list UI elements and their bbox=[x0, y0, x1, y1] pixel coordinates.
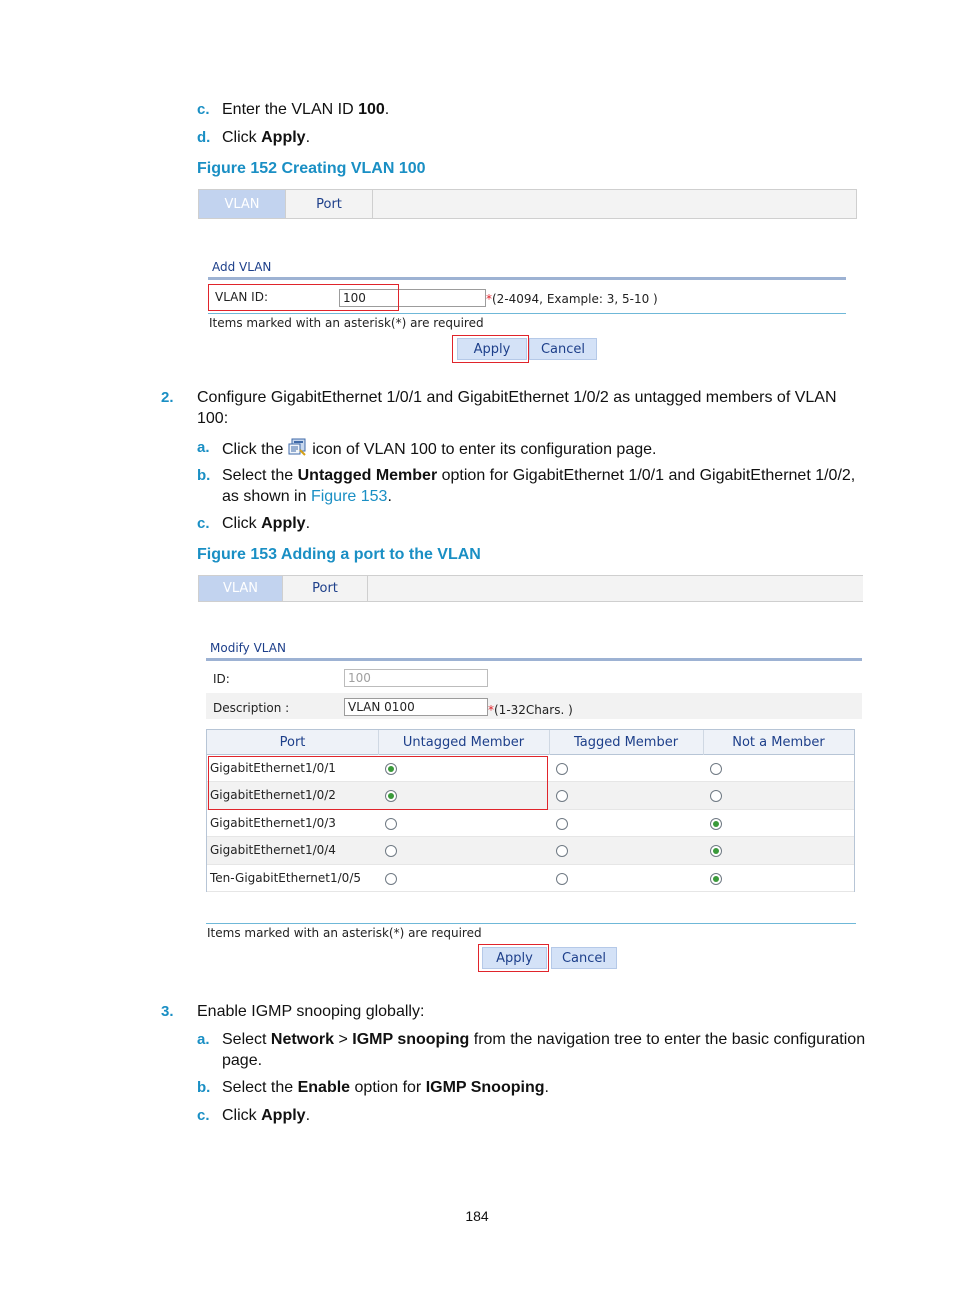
not-a-member-radio[interactable] bbox=[710, 873, 722, 885]
port-table bbox=[206, 729, 855, 892]
tagged-member-radio[interactable] bbox=[556, 818, 568, 830]
tab-port[interactable]: Port bbox=[286, 190, 373, 218]
cancel-button[interactable]: Cancel bbox=[529, 338, 597, 360]
id-input[interactable]: 100 bbox=[344, 669, 488, 687]
id-label: ID: bbox=[213, 672, 230, 686]
form-divider bbox=[208, 313, 846, 314]
step-2b: b. Select the Untagged Member option for GigabitEthernet 1/0/1 and GigabitEthernet 1/0/2, bbox=[197, 467, 856, 484]
vlan-config-icon bbox=[288, 438, 308, 456]
highlight-vlan-id bbox=[208, 284, 399, 311]
section-divider bbox=[208, 277, 846, 280]
section-divider bbox=[206, 658, 862, 661]
not-a-member-radio[interactable] bbox=[710, 763, 722, 775]
required-note: Items marked with an asterisk(*) are required bbox=[209, 316, 484, 330]
col-port: Port bbox=[279, 734, 306, 750]
form-divider bbox=[206, 923, 856, 924]
port-name: GigabitEthernet1/0/3 bbox=[210, 815, 336, 830]
figure-153-screenshot bbox=[198, 575, 864, 975]
add-vlan-title: Add VLAN bbox=[212, 260, 272, 274]
not-a-member-radio[interactable] bbox=[710, 790, 722, 802]
vlan-id-hint: *(2-4094, Example: 3, 5-10 ) bbox=[486, 292, 658, 306]
tab-bar bbox=[198, 189, 857, 219]
figure-152-caption: Figure 152 Creating VLAN 100 bbox=[197, 160, 426, 177]
port-name: GigabitEthernet1/0/2 bbox=[210, 788, 336, 803]
step-3a-line2: page. bbox=[222, 1052, 263, 1069]
step-3b: b. Select the Enable option for IGMP Snooping. bbox=[197, 1079, 549, 1096]
tagged-member-radio[interactable] bbox=[556, 873, 568, 885]
step-2c: c. Click Apply. bbox=[197, 515, 311, 532]
step-2-line2: 100: bbox=[197, 410, 229, 427]
port-name: GigabitEthernet1/0/4 bbox=[210, 843, 336, 858]
not-a-member-radio[interactable] bbox=[710, 845, 722, 857]
untagged-member-radio[interactable] bbox=[385, 845, 397, 857]
highlight-untagged-rows bbox=[208, 756, 548, 810]
description-input[interactable]: VLAN 0100 bbox=[344, 698, 488, 716]
port-name: GigabitEthernet1/0/1 bbox=[210, 761, 336, 775]
not-a-member-radio[interactable] bbox=[710, 818, 722, 830]
page-number: 184 bbox=[465, 1208, 489, 1224]
tagged-member-radio[interactable] bbox=[556, 845, 568, 857]
apply-button[interactable]: Apply bbox=[482, 947, 547, 969]
untagged-member-radio[interactable] bbox=[385, 873, 397, 885]
figure-153-caption: Figure 153 Adding a port to the VLAN bbox=[197, 546, 481, 563]
vlan-id-label: VLAN ID: bbox=[215, 290, 268, 304]
step-3: 3. Enable IGMP snooping globally: bbox=[161, 1003, 425, 1020]
modify-vlan-title: Modify VLAN bbox=[210, 641, 286, 655]
step-2: 2. Configure GigabitEthernet 1/0/1 and GigabitEthernet 1/0/2 as untagged members of VLAN bbox=[161, 389, 837, 406]
required-note: Items marked with an asterisk(*) are required bbox=[207, 926, 482, 940]
table-row bbox=[207, 837, 854, 864]
figure-153-link[interactable]: Figure 153 bbox=[310, 488, 388, 505]
tab-bar bbox=[198, 575, 863, 602]
untagged-member-radio[interactable] bbox=[385, 818, 397, 830]
tagged-member-radio[interactable] bbox=[556, 790, 568, 802]
tab-port[interactable]: Port bbox=[283, 576, 368, 601]
step-d-top: d. Click Apply. bbox=[197, 129, 311, 146]
step-c-top: c. Enter the VLAN ID 100. bbox=[197, 101, 390, 118]
figure-152-screenshot bbox=[198, 189, 858, 369]
tab-vlan[interactable]: VLAN bbox=[199, 576, 283, 601]
col-untagged: Untagged Member bbox=[402, 734, 525, 750]
apply-button[interactable]: Apply bbox=[457, 338, 527, 360]
tagged-member-radio[interactable] bbox=[556, 763, 568, 775]
step-2a: a. Click the icon of VLAN 100 to enter its configuration page. bbox=[197, 439, 657, 458]
description-hint: *(1-32Chars. ) bbox=[488, 703, 573, 717]
cancel-button[interactable]: Cancel bbox=[551, 947, 617, 969]
step-2b-line2: as shown in Figure 153. bbox=[222, 488, 392, 505]
step-3c: c. Click Apply. bbox=[197, 1107, 311, 1124]
table-row bbox=[207, 865, 854, 892]
highlight-apply bbox=[452, 335, 529, 363]
vlan-id-input[interactable]: 100 bbox=[339, 289, 486, 307]
col-not-member: Not a Member bbox=[732, 734, 825, 750]
table-row bbox=[207, 810, 854, 837]
description-label: Description : bbox=[213, 701, 290, 715]
port-name: Ten-GigabitEthernet1/0/5 bbox=[210, 870, 361, 885]
tab-vlan[interactable]: VLAN bbox=[199, 190, 286, 218]
highlight-apply bbox=[478, 944, 549, 972]
col-tagged: Tagged Member bbox=[573, 734, 679, 750]
step-3a: a. Select Network > IGMP snooping from the navigation tree to enter the basic configuration bbox=[197, 1031, 866, 1048]
